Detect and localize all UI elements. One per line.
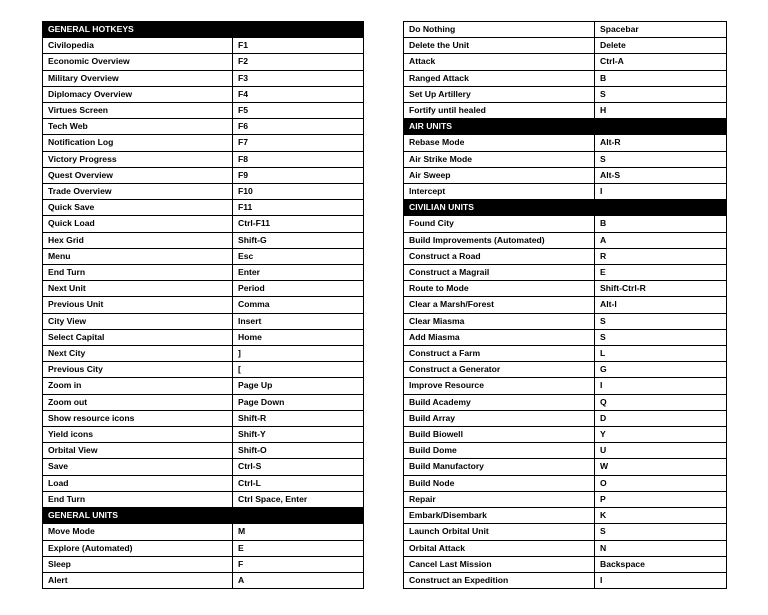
hotkey-row xyxy=(43,70,364,86)
hotkey-action: Construct a Generator xyxy=(404,362,595,378)
hotkey-row xyxy=(43,38,364,54)
hotkey-row xyxy=(43,86,364,102)
hotkey-action: Show resource icons xyxy=(43,410,233,426)
unit-hotkeys-table xyxy=(403,21,727,589)
hotkey-key: F6 xyxy=(233,119,364,135)
hotkey-action: Air Sweep xyxy=(404,167,595,183)
hotkey-key: Shift-Ctrl-R xyxy=(595,281,727,297)
hotkey-key: P xyxy=(595,491,727,507)
hotkey-action: Fortify until healed xyxy=(404,103,595,119)
hotkey-key: S xyxy=(595,329,727,345)
hotkey-key: W xyxy=(595,459,727,475)
hotkey-key: Shift-Y xyxy=(233,427,364,443)
hotkey-row xyxy=(404,297,727,313)
hotkey-key: Alt-S xyxy=(595,167,727,183)
hotkey-action: Zoom in xyxy=(43,378,233,394)
hotkey-key: Ctrl Space, Enter xyxy=(233,491,364,507)
hotkey-row xyxy=(404,556,727,572)
hotkey-row xyxy=(43,427,364,443)
hotkey-action: Ranged Attack xyxy=(404,70,595,86)
hotkey-key: E xyxy=(595,265,727,281)
section-title: GENERAL HOTKEYS xyxy=(43,22,364,38)
section-title: AIR UNITS xyxy=(404,119,727,135)
hotkey-action: Orbital View xyxy=(43,443,233,459)
hotkey-key: I xyxy=(595,378,727,394)
hotkey-action: Explore (Automated) xyxy=(43,540,233,556)
hotkey-row xyxy=(404,443,727,459)
hotkey-row xyxy=(404,22,727,38)
hotkey-action: Build Dome xyxy=(404,443,595,459)
section-header-general-units xyxy=(43,508,364,524)
hotkey-key: Page Down xyxy=(233,394,364,410)
hotkey-row xyxy=(43,313,364,329)
hotkey-key: B xyxy=(595,70,727,86)
hotkey-row xyxy=(404,70,727,86)
hotkey-action: Found City xyxy=(404,216,595,232)
hotkey-row xyxy=(43,265,364,281)
hotkey-action: Clear a Marsh/Forest xyxy=(404,297,595,313)
hotkey-action: Notification Log xyxy=(43,135,233,151)
hotkey-key: Shift-O xyxy=(233,443,364,459)
hotkey-action: Diplomacy Overview xyxy=(43,86,233,102)
hotkey-row xyxy=(404,459,727,475)
hotkey-action: Construct an Expedition xyxy=(404,572,595,588)
hotkey-key: Home xyxy=(233,329,364,345)
general-hotkeys-table xyxy=(42,21,364,589)
hotkey-row xyxy=(404,508,727,524)
hotkey-row xyxy=(404,135,727,151)
hotkey-row xyxy=(404,475,727,491)
hotkey-key: I xyxy=(595,572,727,588)
hotkey-key: Alt-R xyxy=(595,135,727,151)
hotkey-action: Previous Unit xyxy=(43,297,233,313)
hotkey-key: Delete xyxy=(595,38,727,54)
hotkey-action: Trade Overview xyxy=(43,184,233,200)
hotkey-key: Alt-I xyxy=(595,297,727,313)
hotkey-key: F xyxy=(233,556,364,572)
hotkey-key: Backspace xyxy=(595,556,727,572)
hotkey-key: Shift-R xyxy=(233,410,364,426)
hotkey-action: Route to Mode xyxy=(404,281,595,297)
hotkey-action: City View xyxy=(43,313,233,329)
hotkey-row xyxy=(404,362,727,378)
hotkey-key: Shift-G xyxy=(233,232,364,248)
hotkey-action: Quick Save xyxy=(43,200,233,216)
hotkey-row xyxy=(404,410,727,426)
hotkey-row xyxy=(43,346,364,362)
hotkey-action: End Turn xyxy=(43,265,233,281)
hotkey-action: Quest Overview xyxy=(43,167,233,183)
hotkey-key: A xyxy=(595,232,727,248)
hotkey-row xyxy=(404,184,727,200)
hotkey-row xyxy=(43,410,364,426)
hotkey-action: Intercept xyxy=(404,184,595,200)
hotkey-row xyxy=(43,200,364,216)
hotkey-row xyxy=(43,475,364,491)
hotkey-key: S xyxy=(595,313,727,329)
hotkey-key: Ctrl-A xyxy=(595,54,727,70)
hotkey-action: Civilopedia xyxy=(43,38,233,54)
hotkey-row xyxy=(404,248,727,264)
hotkey-key: Ctrl-S xyxy=(233,459,364,475)
hotkey-key: F7 xyxy=(233,135,364,151)
hotkey-key: Insert xyxy=(233,313,364,329)
hotkey-action: Alert xyxy=(43,572,233,588)
hotkey-key: Enter xyxy=(233,265,364,281)
hotkey-key: L xyxy=(595,346,727,362)
hotkey-row xyxy=(404,346,727,362)
hotkey-action: Menu xyxy=(43,248,233,264)
hotkey-key: Y xyxy=(595,427,727,443)
hotkey-action: Build Academy xyxy=(404,394,595,410)
hotkey-action: Rebase Mode xyxy=(404,135,595,151)
hotkey-action: Air Strike Mode xyxy=(404,151,595,167)
hotkey-action: Repair xyxy=(404,491,595,507)
hotkey-action: End Turn xyxy=(43,491,233,507)
left-table-body xyxy=(43,22,364,589)
hotkey-key: N xyxy=(595,540,727,556)
hotkey-key: E xyxy=(233,540,364,556)
hotkey-row xyxy=(43,524,364,540)
hotkey-action: Build Array xyxy=(404,410,595,426)
hotkey-action: Construct a Magrail xyxy=(404,265,595,281)
hotkey-row xyxy=(404,378,727,394)
hotkey-action: Launch Orbital Unit xyxy=(404,524,595,540)
hotkey-row xyxy=(43,329,364,345)
section-header-air-units xyxy=(404,119,727,135)
hotkey-action: Next Unit xyxy=(43,281,233,297)
hotkey-action: Move Mode xyxy=(43,524,233,540)
hotkey-key: F3 xyxy=(233,70,364,86)
right-table-body xyxy=(404,22,727,589)
hotkey-key: Ctrl-F11 xyxy=(233,216,364,232)
hotkey-key: F11 xyxy=(233,200,364,216)
hotkey-key: D xyxy=(595,410,727,426)
hotkey-row xyxy=(43,151,364,167)
hotkey-action: Next City xyxy=(43,346,233,362)
hotkey-action: Orbital Attack xyxy=(404,540,595,556)
hotkey-row xyxy=(43,119,364,135)
hotkey-row xyxy=(404,572,727,588)
hotkey-key: R xyxy=(595,248,727,264)
hotkey-key: Ctrl-L xyxy=(233,475,364,491)
hotkey-action: Build Improvements (Automated) xyxy=(404,232,595,248)
hotkey-row xyxy=(404,103,727,119)
hotkey-key: Spacebar xyxy=(595,22,727,38)
hotkey-key: H xyxy=(595,103,727,119)
hotkey-action: Victory Progress xyxy=(43,151,233,167)
hotkey-action: Previous City xyxy=(43,362,233,378)
hotkey-key: ] xyxy=(233,346,364,362)
hotkey-action: Cancel Last Mission xyxy=(404,556,595,572)
hotkey-row xyxy=(43,167,364,183)
hotkey-action: Sleep xyxy=(43,556,233,572)
hotkey-row xyxy=(43,135,364,151)
hotkey-action: Yield icons xyxy=(43,427,233,443)
hotkey-action: Build Biowell xyxy=(404,427,595,443)
hotkey-row xyxy=(43,540,364,556)
hotkey-row xyxy=(43,362,364,378)
hotkey-row xyxy=(404,427,727,443)
hotkey-row xyxy=(43,378,364,394)
hotkey-row xyxy=(43,281,364,297)
hotkey-row xyxy=(43,216,364,232)
section-title: CIVILIAN UNITS xyxy=(404,200,727,216)
hotkey-row xyxy=(404,265,727,281)
hotkey-row xyxy=(43,443,364,459)
hotkey-key: F5 xyxy=(233,103,364,119)
hotkey-key: Comma xyxy=(233,297,364,313)
hotkey-action: Clear Miasma xyxy=(404,313,595,329)
hotkey-action: Build Manufactory xyxy=(404,459,595,475)
hotkey-row xyxy=(43,248,364,264)
hotkey-key: Q xyxy=(595,394,727,410)
hotkey-action: Economic Overview xyxy=(43,54,233,70)
hotkey-action: Embark/Disembark xyxy=(404,508,595,524)
hotkey-row xyxy=(43,394,364,410)
hotkey-row xyxy=(43,572,364,588)
hotkey-row xyxy=(404,167,727,183)
hotkey-action: Construct a Road xyxy=(404,248,595,264)
hotkey-action: Quick Load xyxy=(43,216,233,232)
hotkey-key: I xyxy=(595,184,727,200)
hotkey-action: Build Node xyxy=(404,475,595,491)
hotkey-row xyxy=(404,54,727,70)
hotkey-action: Select Capital xyxy=(43,329,233,345)
hotkey-key: F1 xyxy=(233,38,364,54)
hotkey-row xyxy=(43,297,364,313)
hotkey-action: Virtues Screen xyxy=(43,103,233,119)
section-header-civilian-units xyxy=(404,200,727,216)
hotkey-key: M xyxy=(233,524,364,540)
hotkey-key: F8 xyxy=(233,151,364,167)
hotkey-action: Delete the Unit xyxy=(404,38,595,54)
hotkey-key: K xyxy=(595,508,727,524)
hotkey-action: Zoom out xyxy=(43,394,233,410)
hotkey-action: Hex Grid xyxy=(43,232,233,248)
hotkey-action: Military Overview xyxy=(43,70,233,86)
hotkey-row xyxy=(404,540,727,556)
hotkey-row xyxy=(404,151,727,167)
hotkey-row xyxy=(404,329,727,345)
hotkey-row xyxy=(43,184,364,200)
hotkey-action: Improve Resource xyxy=(404,378,595,394)
section-title: GENERAL UNITS xyxy=(43,508,364,524)
hotkey-key: S xyxy=(595,86,727,102)
hotkey-row xyxy=(43,232,364,248)
hotkey-action: Set Up Artillery xyxy=(404,86,595,102)
hotkey-row xyxy=(43,54,364,70)
hotkey-key: Period xyxy=(233,281,364,297)
hotkey-row xyxy=(404,232,727,248)
hotkey-key: G xyxy=(595,362,727,378)
hotkey-action: Add Miasma xyxy=(404,329,595,345)
hotkey-key: B xyxy=(595,216,727,232)
hotkey-key: S xyxy=(595,151,727,167)
hotkey-key: Esc xyxy=(233,248,364,264)
hotkey-row xyxy=(43,459,364,475)
hotkey-key: F4 xyxy=(233,86,364,102)
hotkey-key: F9 xyxy=(233,167,364,183)
hotkey-action: Tech Web xyxy=(43,119,233,135)
section-header-general-hotkeys xyxy=(43,22,364,38)
hotkey-key: F10 xyxy=(233,184,364,200)
hotkey-action: Save xyxy=(43,459,233,475)
hotkey-key: F2 xyxy=(233,54,364,70)
hotkey-row xyxy=(404,216,727,232)
hotkey-key: O xyxy=(595,475,727,491)
hotkey-row xyxy=(404,313,727,329)
hotkey-key: Page Up xyxy=(233,378,364,394)
hotkey-key: U xyxy=(595,443,727,459)
hotkey-action: Do Nothing xyxy=(404,22,595,38)
hotkey-key: A xyxy=(233,572,364,588)
hotkey-row xyxy=(404,38,727,54)
hotkey-key: S xyxy=(595,524,727,540)
hotkey-row xyxy=(404,524,727,540)
hotkey-action: Attack xyxy=(404,54,595,70)
hotkey-row xyxy=(404,491,727,507)
hotkey-row xyxy=(43,103,364,119)
hotkey-row xyxy=(404,86,727,102)
hotkey-action: Construct a Farm xyxy=(404,346,595,362)
hotkey-row xyxy=(43,491,364,507)
hotkey-row xyxy=(404,281,727,297)
hotkey-row xyxy=(43,556,364,572)
hotkey-row xyxy=(404,394,727,410)
hotkey-key: [ xyxy=(233,362,364,378)
hotkey-action: Load xyxy=(43,475,233,491)
